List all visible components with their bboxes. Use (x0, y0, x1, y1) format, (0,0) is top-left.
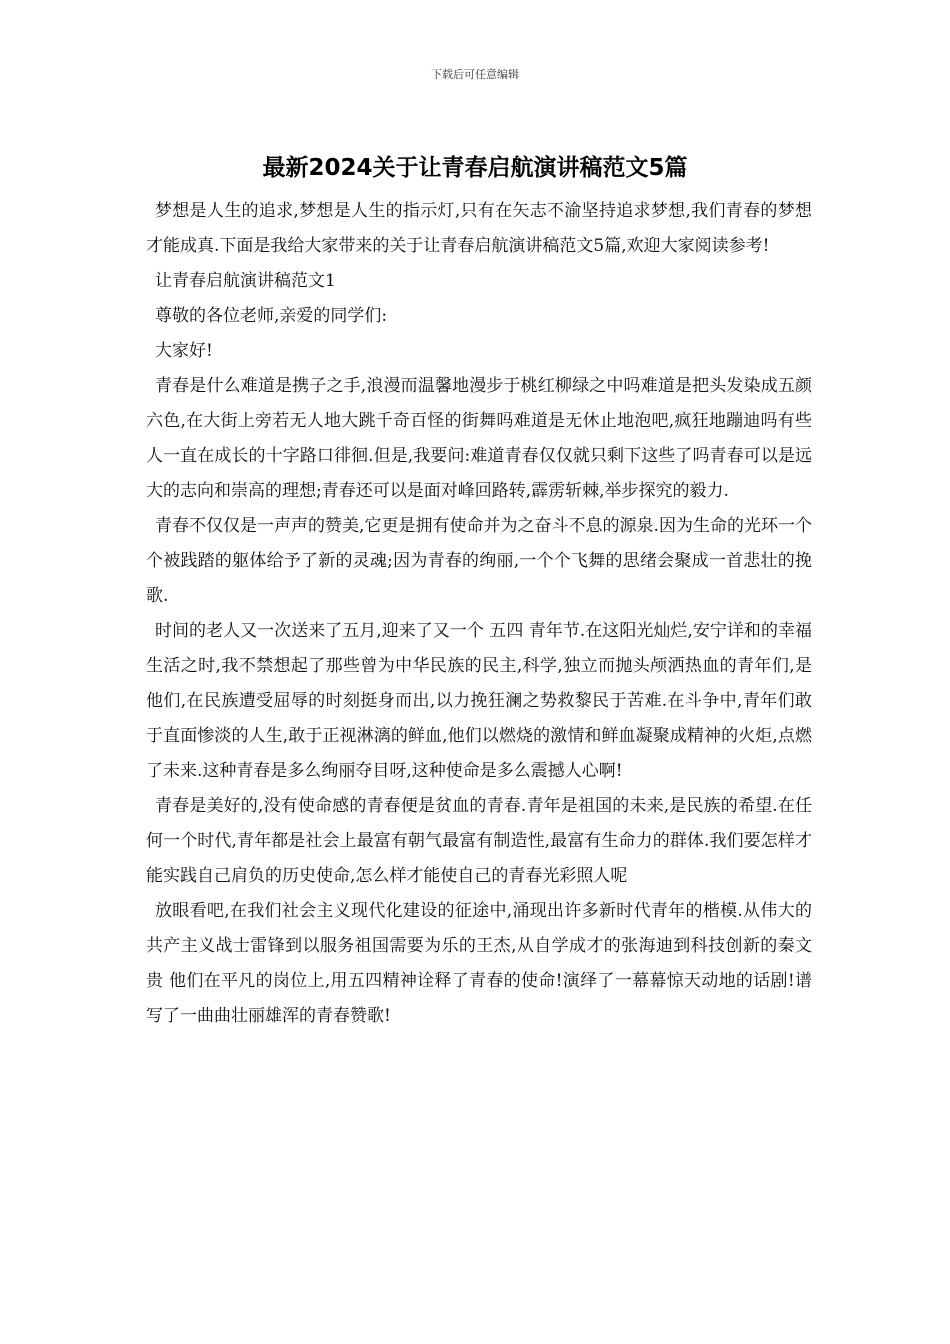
greeting: 大家好! (155, 341, 213, 361)
document-body (146, 194, 812, 1034)
paragraph: 放眼看吧,在我们社会主义现代化建设的征途中,涌现出许多新时代青年的楷模.从伟大的共产主义战士雷锋到以服务祖国需要为乐的王杰,从自学成才的张海迪到科技创新的秦文贵 他们在平凡的岗位上,用五四精神诠释了青春的使命!演绎了一幕幕惊天动地的话剧!谱写了一曲曲壮丽雄浑的青春赞歌! (146, 901, 812, 1026)
paragraph: 青春是美好的,没有使命感的青春便是贫血的青春.青年是祖国的未来,是民族的希望.在任何一个时代,青年都是社会上最富有朝气最富有制造性,最富有生命力的群体.我们要怎样才能实践自己肩负的历史使命,怎么样才能使自己的青春光彩照人呢 (146, 796, 812, 886)
document-title: 最新2024关于让青春启航演讲稿范文5篇 (262, 155, 688, 181)
paragraph: 青春不仅仅是一声声的赞美,它更是拥有使命并为之奋斗不息的源泉.因为生命的光环一个个被践踏的躯体给予了新的灵魂;因为青春的绚丽,一个个飞舞的思绪会聚成一首悲壮的挽歌. (146, 516, 812, 606)
paragraph-intro: 梦想是人生的追求,梦想是人生的指示灯,只有在矢志不渝坚持追求梦想,我们青春的梦想才能成真.下面是我给大家带来的关于让青春启航演讲稿范文5篇,欢迎大家阅读参考! (146, 201, 812, 256)
header-note: 下载后可任意编辑 (431, 68, 519, 81)
salutation: 尊敬的各位老师,亲爱的同学们: (155, 306, 388, 326)
paragraph: 时间的老人又一次送来了五月,迎来了又一个 五四 青年节.在这阳光灿烂,安宁详和的幸福生活之时,我不禁想起了那些曾为中华民族的民主,科学,独立而抛头颅洒热血的青年们,是他们,在民族遭受屈辱的时刻挺身而出,以力挽狂澜之势救黎民于苦难.在斗争中,青年们敢于直面惨淡的人生,敢于正视淋漓的鲜血,他们以燃烧的激情和鲜血凝聚成精神的火炬,点燃了未来.这种青春是多么绚丽夺目呀,这种使命是多么震撼人心啊! (146, 621, 812, 781)
paragraph: 青春是什么难道是携子之手,浪漫而温馨地漫步于桃红柳绿之中吗难道是把头发染成五颜六色,在大街上旁若无人地大跳千奇百怪的街舞吗难道是无休止地泡吧,疯狂地蹦迪吗有些人一直在成长的十字路口徘徊.但是,我要问:难道青春仅仅就只剩下这些了吗青春可以是远大的志向和崇高的理想;青春还可以是面对峰回路转,霹雳斩棘,举步探究的毅力. (146, 376, 812, 501)
section-heading: 让青春启航演讲稿范文1 (155, 271, 336, 291)
